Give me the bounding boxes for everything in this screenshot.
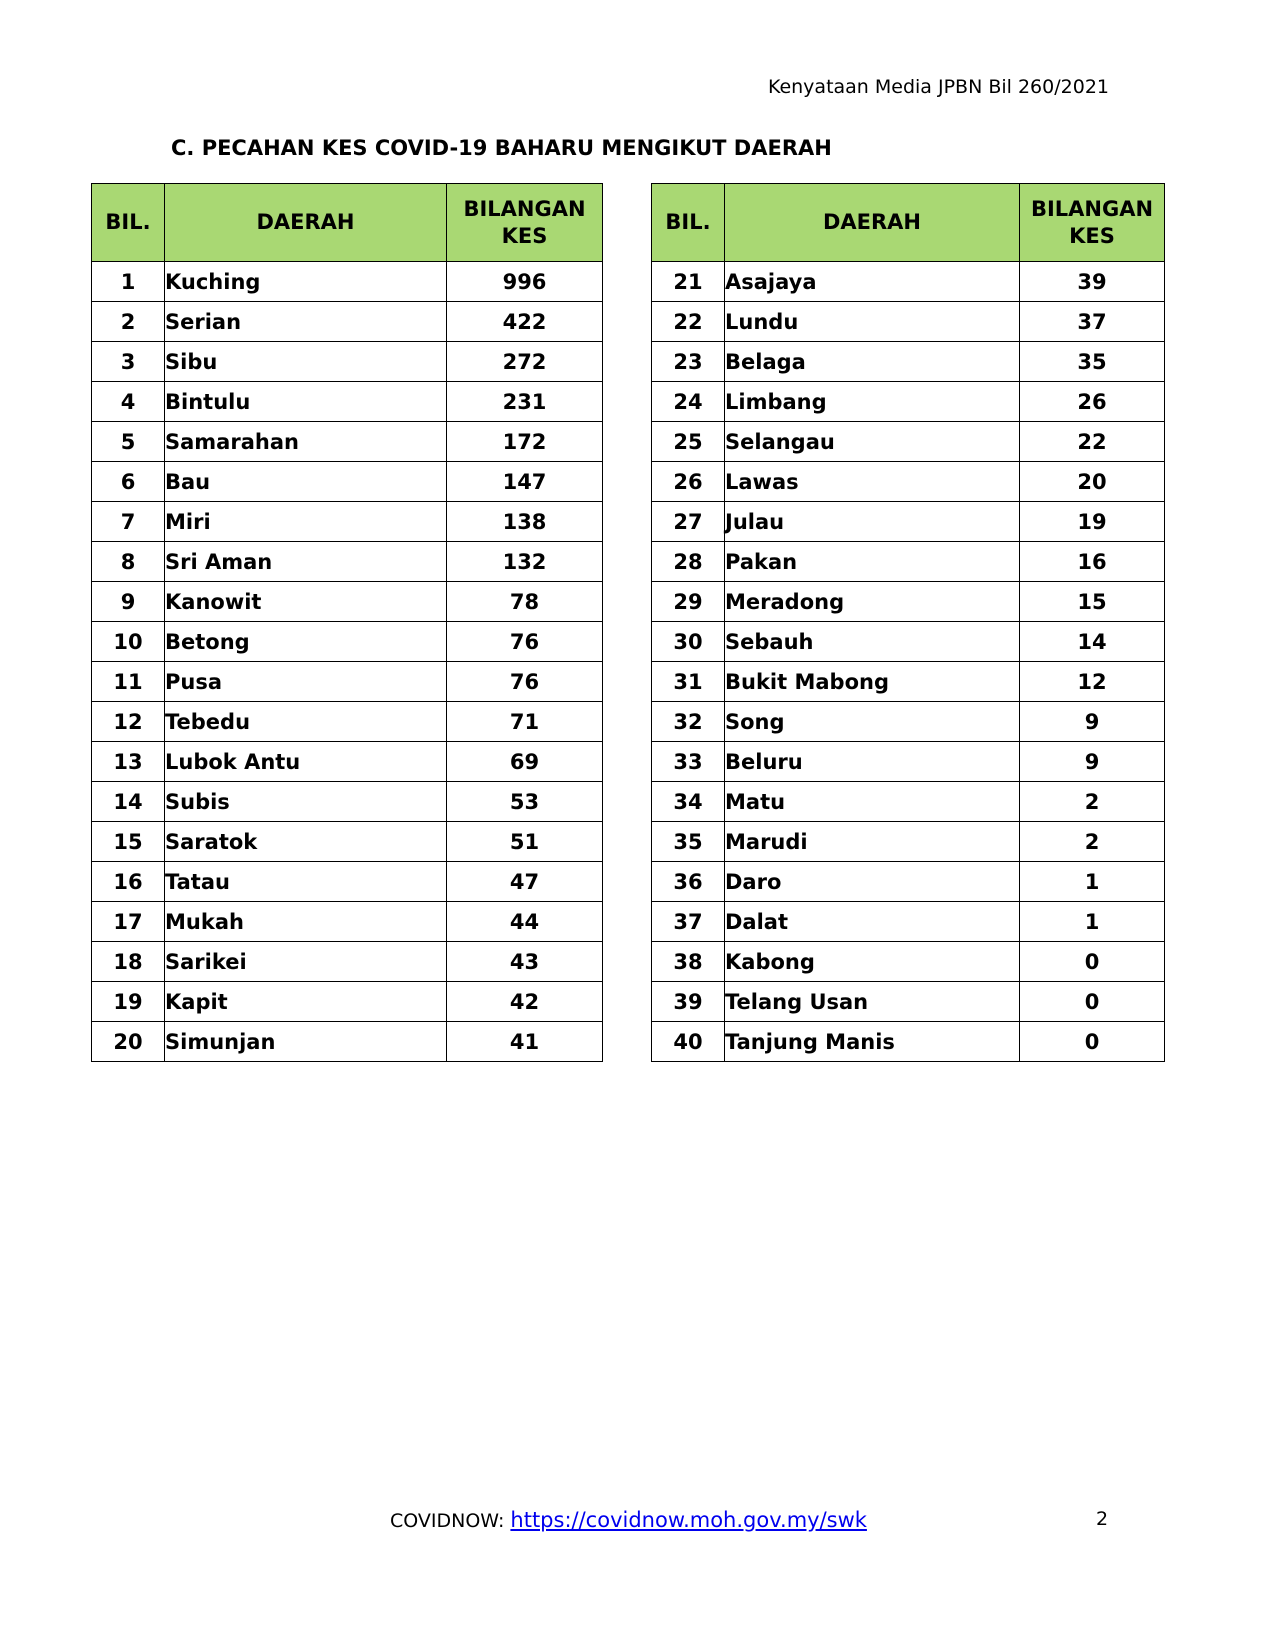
case-count: 0 <box>1020 982 1165 1022</box>
row-number: 29 <box>652 582 725 622</box>
district-name: Lundu <box>725 302 1020 342</box>
case-count: 0 <box>1020 942 1165 982</box>
row-number: 15 <box>92 822 165 862</box>
case-count: 272 <box>447 342 603 382</box>
table-row <box>652 582 1165 622</box>
table-row <box>652 822 1165 862</box>
media-statement-reference: Kenyataan Media JPBN Bil 260/2021 <box>767 76 1109 98</box>
table-row <box>92 342 603 382</box>
district-name: Kapit <box>165 982 447 1022</box>
row-number: 11 <box>92 662 165 702</box>
district-name: Kanowit <box>165 582 447 622</box>
case-count: 0 <box>1020 1022 1165 1062</box>
case-count: 76 <box>447 662 603 702</box>
table-header-row <box>92 184 603 262</box>
district-name: Kabong <box>725 942 1020 982</box>
district-name: Bukit Mabong <box>725 662 1020 702</box>
case-count: 44 <box>447 902 603 942</box>
district-name: Sebauh <box>725 622 1020 662</box>
district-name: Beluru <box>725 742 1020 782</box>
case-count: 43 <box>447 942 603 982</box>
district-name: Miri <box>165 502 447 542</box>
table-row <box>92 822 603 862</box>
header-bilangan-line2: KES <box>1069 223 1115 248</box>
table-row <box>652 902 1165 942</box>
row-number: 10 <box>92 622 165 662</box>
row-number: 24 <box>652 382 725 422</box>
row-number: 7 <box>92 502 165 542</box>
case-count: 16 <box>1020 542 1165 582</box>
district-cases-table-right <box>651 183 1165 1062</box>
row-number: 2 <box>92 302 165 342</box>
case-count: 9 <box>1020 742 1165 782</box>
district-name: Daro <box>725 862 1020 902</box>
table-row <box>92 622 603 662</box>
district-name: Sri Aman <box>165 542 447 582</box>
district-name: Tanjung Manis <box>725 1022 1020 1062</box>
header-bilangan-line2: KES <box>501 223 548 248</box>
row-number: 16 <box>92 862 165 902</box>
table-row <box>652 742 1165 782</box>
row-number: 25 <box>652 422 725 462</box>
table-row <box>92 262 603 302</box>
case-count: 231 <box>447 382 603 422</box>
district-name: Saratok <box>165 822 447 862</box>
case-count: 26 <box>1020 382 1165 422</box>
table-row <box>652 662 1165 702</box>
district-name: Song <box>725 702 1020 742</box>
row-number: 21 <box>652 262 725 302</box>
district-name: Pusa <box>165 662 447 702</box>
district-name: Pakan <box>725 542 1020 582</box>
row-number: 23 <box>652 342 725 382</box>
district-name: Sibu <box>165 342 447 382</box>
row-number: 27 <box>652 502 725 542</box>
district-name: Bau <box>165 462 447 502</box>
case-count: 996 <box>447 262 603 302</box>
table-row <box>92 942 603 982</box>
row-number: 34 <box>652 782 725 822</box>
case-count: 42 <box>447 982 603 1022</box>
row-number: 35 <box>652 822 725 862</box>
row-number: 33 <box>652 742 725 782</box>
case-count: 147 <box>447 462 603 502</box>
case-count: 53 <box>447 782 603 822</box>
district-name: Julau <box>725 502 1020 542</box>
header-daerah: DAERAH <box>725 184 1020 262</box>
district-name: Asajaya <box>725 262 1020 302</box>
district-name: Bintulu <box>165 382 447 422</box>
table-row <box>652 982 1165 1022</box>
footer-label: COVIDNOW: <box>390 1510 511 1532</box>
district-name: Tebedu <box>165 702 447 742</box>
district-name: Betong <box>165 622 447 662</box>
district-name: Marudi <box>725 822 1020 862</box>
row-number: 40 <box>652 1022 725 1062</box>
district-name: Selangau <box>725 422 1020 462</box>
table-row <box>92 1022 603 1062</box>
row-number: 9 <box>92 582 165 622</box>
table-row <box>92 862 603 902</box>
row-number: 20 <box>92 1022 165 1062</box>
table-row <box>92 902 603 942</box>
case-count: 15 <box>1020 582 1165 622</box>
table-row <box>652 622 1165 662</box>
footer-source <box>390 1508 867 1532</box>
row-number: 14 <box>92 782 165 822</box>
case-count: 9 <box>1020 702 1165 742</box>
table-row <box>652 942 1165 982</box>
row-number: 31 <box>652 662 725 702</box>
table-row <box>92 382 603 422</box>
table-row <box>92 982 603 1022</box>
case-count: 14 <box>1020 622 1165 662</box>
case-count: 422 <box>447 302 603 342</box>
district-name: Meradong <box>725 582 1020 622</box>
table-row <box>652 702 1165 742</box>
table-row <box>92 702 603 742</box>
district-name: Lubok Antu <box>165 742 447 782</box>
row-number: 39 <box>652 982 725 1022</box>
row-number: 38 <box>652 942 725 982</box>
case-count: 12 <box>1020 662 1165 702</box>
case-count: 76 <box>447 622 603 662</box>
table-row <box>652 382 1165 422</box>
district-name: Limbang <box>725 382 1020 422</box>
case-count: 1 <box>1020 862 1165 902</box>
case-count: 78 <box>447 582 603 622</box>
table-row <box>652 862 1165 902</box>
case-count: 2 <box>1020 782 1165 822</box>
district-name: Sarikei <box>165 942 447 982</box>
table-row <box>652 302 1165 342</box>
row-number: 28 <box>652 542 725 582</box>
case-count: 69 <box>447 742 603 782</box>
table-header-row <box>652 184 1165 262</box>
header-daerah: DAERAH <box>165 184 447 262</box>
table-row <box>652 262 1165 302</box>
row-number: 32 <box>652 702 725 742</box>
case-count: 20 <box>1020 462 1165 502</box>
header-bilangan-line1: BILANGAN <box>463 196 586 221</box>
header-bilangan-kes <box>1020 184 1165 262</box>
case-count: 51 <box>447 822 603 862</box>
table-row <box>92 662 603 702</box>
district-name: Mukah <box>165 902 447 942</box>
district-cases-table-left <box>91 183 603 1062</box>
table-row <box>92 742 603 782</box>
table-row <box>92 542 603 582</box>
district-name: Belaga <box>725 342 1020 382</box>
table-row <box>652 1022 1165 1062</box>
district-name: Simunjan <box>165 1022 447 1062</box>
header-bil: BIL. <box>652 184 725 262</box>
case-count: 39 <box>1020 262 1165 302</box>
row-number: 30 <box>652 622 725 662</box>
section-title: C. PECAHAN KES COVID-19 BAHARU MENGIKUT DAERAH <box>171 136 832 160</box>
row-number: 17 <box>92 902 165 942</box>
row-number: 26 <box>652 462 725 502</box>
case-count: 47 <box>447 862 603 902</box>
case-count: 138 <box>447 502 603 542</box>
case-count: 132 <box>447 542 603 582</box>
row-number: 19 <box>92 982 165 1022</box>
district-name: Lawas <box>725 462 1020 502</box>
row-number: 12 <box>92 702 165 742</box>
case-count: 172 <box>447 422 603 462</box>
case-count: 37 <box>1020 302 1165 342</box>
table-row <box>92 502 603 542</box>
table-row <box>652 782 1165 822</box>
case-count: 22 <box>1020 422 1165 462</box>
case-count: 41 <box>447 1022 603 1062</box>
case-count: 35 <box>1020 342 1165 382</box>
district-name: Tatau <box>165 862 447 902</box>
district-name: Matu <box>725 782 1020 822</box>
district-name: Telang Usan <box>725 982 1020 1022</box>
header-bil: BIL. <box>92 184 165 262</box>
case-count: 2 <box>1020 822 1165 862</box>
row-number: 5 <box>92 422 165 462</box>
table-row <box>652 422 1165 462</box>
row-number: 8 <box>92 542 165 582</box>
header-bilangan-kes <box>447 184 603 262</box>
row-number: 13 <box>92 742 165 782</box>
row-number: 37 <box>652 902 725 942</box>
district-name: Serian <box>165 302 447 342</box>
table-row <box>92 462 603 502</box>
district-name: Dalat <box>725 902 1020 942</box>
row-number: 3 <box>92 342 165 382</box>
table-row <box>92 422 603 462</box>
row-number: 22 <box>652 302 725 342</box>
table-row <box>652 502 1165 542</box>
row-number: 1 <box>92 262 165 302</box>
case-count: 71 <box>447 702 603 742</box>
case-count: 19 <box>1020 502 1165 542</box>
row-number: 6 <box>92 462 165 502</box>
row-number: 36 <box>652 862 725 902</box>
table-row <box>652 542 1165 582</box>
table-row <box>92 782 603 822</box>
table-row <box>92 582 603 622</box>
district-name: Samarahan <box>165 422 447 462</box>
table-row <box>652 342 1165 382</box>
table-row <box>652 462 1165 502</box>
covidnow-link[interactable]: https://covidnow.moh.gov.my/swk <box>510 1508 867 1532</box>
page-number: 2 <box>1096 1508 1109 1530</box>
row-number: 4 <box>92 382 165 422</box>
case-count: 1 <box>1020 902 1165 942</box>
table-row <box>92 302 603 342</box>
row-number: 18 <box>92 942 165 982</box>
district-name: Subis <box>165 782 447 822</box>
district-name: Kuching <box>165 262 447 302</box>
header-bilangan-line1: BILANGAN <box>1030 196 1154 221</box>
